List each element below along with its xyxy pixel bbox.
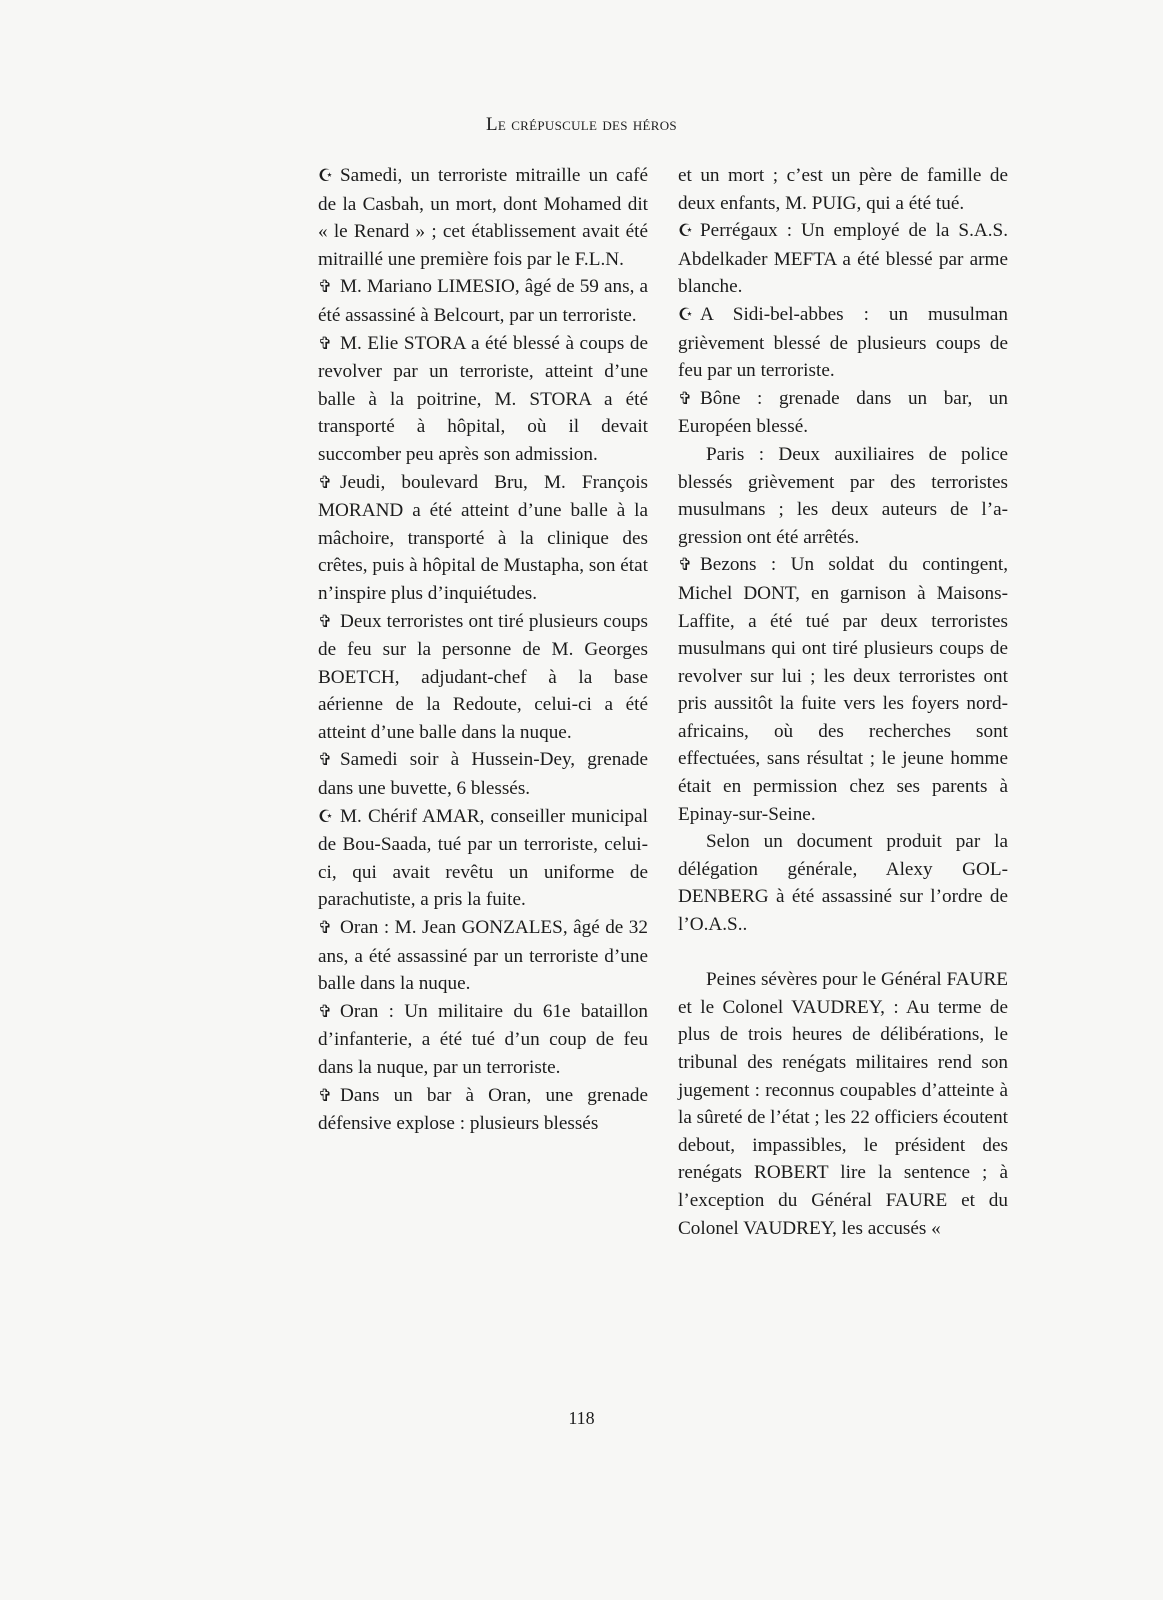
- paragraph: [678, 966, 1008, 1242]
- paragraph-text: M. Chérif AMAR, conseiller municipal de Bou-Saada, tué par un terroriste, celui-ci, qui avait revêtu un uniforme de parachutiste, a pris la fuite.: [318, 805, 648, 911]
- paragraph-text: Paris : Deux auxiliaires de police blessés grièvement par des terroristes musulmans ; les deux auteurs de l’agression ont été arrêtés.: [678, 443, 1008, 548]
- paragraph: [318, 746, 648, 802]
- cross-icon: ✞: [318, 918, 333, 939]
- cross-icon: ✞: [318, 472, 333, 493]
- paragraph: [678, 551, 1008, 828]
- page-number: 118: [568, 1408, 595, 1428]
- paragraph: [318, 803, 648, 914]
- running-header: Le crépuscule des héros: [486, 114, 677, 135]
- paragraph: [678, 385, 1008, 441]
- paragraph: [678, 441, 1008, 551]
- right-column: [678, 162, 1008, 1242]
- crescent-icon: ☪: [318, 166, 334, 186]
- paragraph: [678, 301, 1008, 385]
- left-column: [318, 162, 648, 1138]
- paragraph: [678, 217, 1008, 301]
- paragraph-text: M. Elie STORA a été blessé à coups de revolver par un terroriste, atteint d’une balle à la poitrine, M. STORA a été transporté à hôpital, où il devait succomber peu après son admission.: [318, 332, 648, 465]
- paragraph: [678, 828, 1008, 938]
- paragraph-text: M. Mariano LIMESIO, âgé de 59 ans, a été assassiné à Belcourt, par un terroriste.: [318, 276, 648, 326]
- cross-icon: ✞: [678, 388, 693, 409]
- paragraph-text: Peines sévères pour le Général FAURE et le Colonel VAUDREY, : Au terme de plus de trois heures de délibérations, le tribunal des renégats militaires rend son jugement : reconnus coupables d’atteinte à la sûreté de l’état ; les 22 officiers écoutent debout, impassibles, le président des renégats ROBERT lire la sentence ; à l’exception du Général FAURE et du Colonel VAUDREY, les accusés «: [678, 969, 1008, 1239]
- paragraph-text: Deux terroristes ont tiré plusieurs coups de feu sur la personne de M. Georges BOETCH, adjudant-chef à la base aérienne de la Redoute, celui-ci a été atteint d’une balle dans la nuque.: [318, 610, 648, 743]
- crescent-icon: ☪: [678, 304, 694, 325]
- paragraph-text: Oran : M. Jean GONZALES, âgé de 32 ans, a été assassiné par un terroriste d’une balle dans la nuque.: [318, 917, 648, 995]
- paragraph-text: Samedi, un terroriste mitraille un café de la Casbah, un mort, dont Mohamed dit « le Renard » ; cet établissement avait été mitraillé une première fois par le F.L.N.: [318, 165, 648, 270]
- paragraph-text: et un mort ; c’est un père de famille de deux enfants, M. PUIG, qui a été tué.: [678, 165, 1008, 214]
- paragraph-text: Bône : grenade dans un bar, un Européen blessé.: [678, 387, 1008, 438]
- paragraph-text: Dans un bar à Oran, une grenade défensive explose : plusieurs blessés: [318, 1084, 648, 1135]
- paragraph: [318, 608, 648, 747]
- paragraph: [318, 162, 648, 273]
- cross-icon: ✞: [318, 1001, 333, 1022]
- crescent-icon: ☪: [318, 806, 334, 827]
- cross-icon: ✞: [318, 611, 333, 632]
- cross-icon: ✞: [318, 1085, 333, 1106]
- paragraph-text: Jeudi, boulevard Bru, M. François MORAND a été atteint d’une balle à la mâchoire, transporté à la clinique des crêtes, puis à hôpital de Mustapha, son état n’inspire plus d’inquiétudes.: [318, 471, 648, 604]
- crescent-icon: ☪: [678, 221, 694, 242]
- paragraph: [678, 162, 1008, 217]
- paragraph: [318, 1082, 648, 1138]
- cross-icon: ✞: [678, 555, 693, 576]
- paragraph-text: Oran : Un militaire du 61e bataillon d’infanterie, a été tué d’un coup de feu dans la nuque, par un terroriste.: [318, 1000, 648, 1078]
- paragraph: [318, 330, 648, 469]
- paragraph: [318, 998, 648, 1082]
- paragraph: [318, 273, 648, 329]
- paragraph-text: A Sidi-bel-abbes : un musulman grièvement blessé de plusieurs coups de feu par un terroriste.: [678, 303, 1008, 382]
- paragraph: [318, 469, 648, 608]
- cross-icon: ✞: [318, 750, 333, 771]
- paragraph-text: Perrégaux : Un employé de la S.A.S. Abdelkader MEFTA a été blessé par arme blanche.: [678, 220, 1008, 298]
- cross-icon: ✞: [318, 277, 333, 298]
- paragraph: [318, 914, 648, 998]
- paragraph-text: Samedi soir à Hussein-Dey, grenade dans une buvette, 6 blessés.: [318, 749, 648, 800]
- paragraph-text: Bezons : Un soldat du contingent, Michel DONT, en garnison à Maisons-Laffite, a été tué par deux terroristes musulmans qui ont tiré plusieurs coups de revolver sur lui ; les deux terroristes ont pris aussitôt la fuite vers les foyers nord-africains, où des recherches sont effectuées, sans résultat ; le jeune homme était en permission chez ses parents à Epinay-sur-Seine.: [678, 554, 1008, 825]
- paragraph-text: Selon un document produit par la délégation générale, Alexy GOLDENBERG à été assassiné sur l’ordre de l’O.A.S..: [678, 831, 1008, 936]
- cross-icon: ✞: [318, 333, 333, 354]
